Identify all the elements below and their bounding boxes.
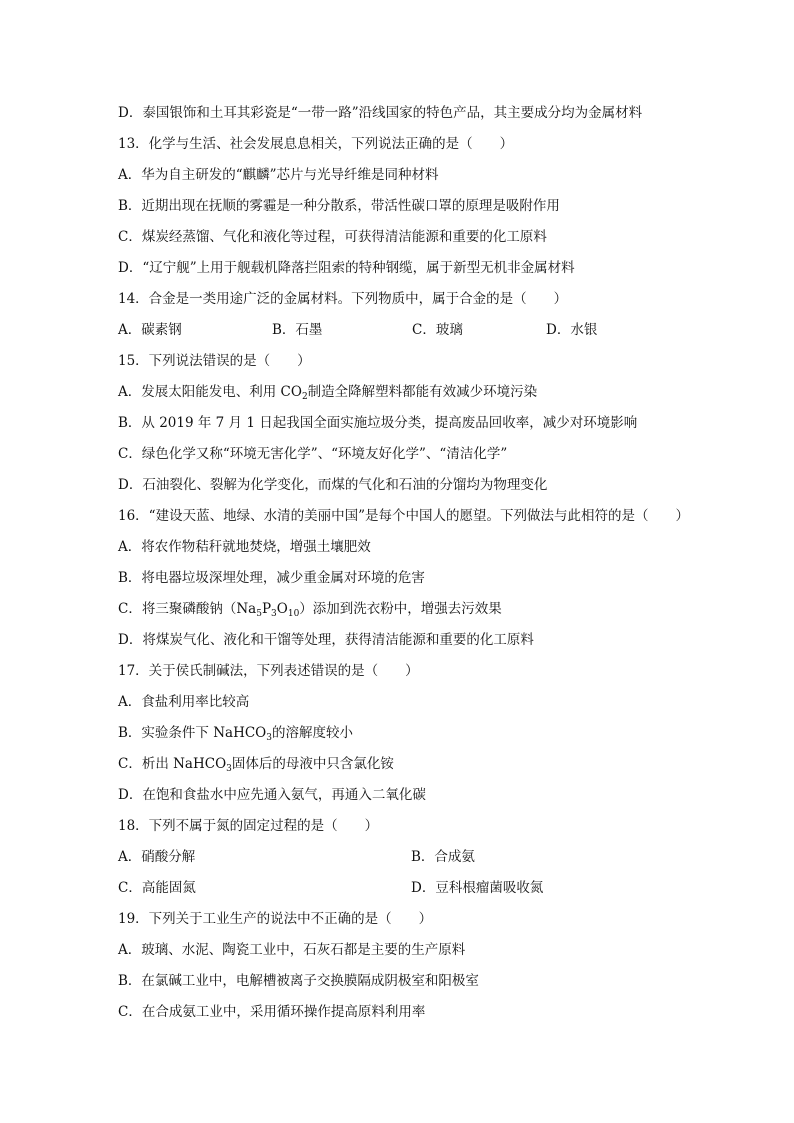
q16-option-c-text: C．将三聚磷酸钠（Na	[118, 601, 257, 617]
formula-part: P	[261, 601, 272, 617]
q16-option-d: D．将煤炭气化、液化和干馏等处理，获得清洁能源和重要的化工原料	[118, 632, 534, 648]
q13-option-b: B．近期出现在抚顺的雾霾是一种分散系，带活性碳口罩的原理是吸附作用	[118, 198, 560, 214]
q17-option-b-text: B．实验条件下 NaHCO	[118, 725, 267, 741]
subscript: 2	[301, 392, 308, 402]
q16-stem: 16．“建设天蓝、地绿、水清的美丽中国”是每个中国人的愿望。下列做法与此相符的是（ ）	[118, 508, 689, 524]
q15-option-d: D．石油裂化、裂解为化学变化，而煤的气化和石油的分馏均为物理变化	[118, 477, 548, 493]
subscript: 3	[271, 609, 277, 619]
q15-option-a-text: A．发展太阳能发电、利用 CO	[118, 384, 302, 400]
q19-option-a: A．玻璃、水泥、陶瓷工业中，石灰石都是主要的生产原料	[118, 942, 466, 958]
q17-stem: 17．关于侯氏制碱法，下列表述错误的是（ ）	[118, 663, 419, 679]
subscript: 3	[266, 733, 272, 743]
q18-option-c: C．高能固氮	[118, 880, 196, 896]
q17-option-b-text-end: 的溶解度较小	[271, 725, 353, 741]
q17-option-c-text-end: 固体后的母液中只含氯化铵	[231, 756, 394, 772]
formula-part: O	[276, 601, 288, 617]
q13-option-c: C．煤炭经蒸馏、气化和液化等过程，可获得清洁能源和重要的化工原料	[118, 229, 547, 245]
q18-option-a: A．硝酸分解	[118, 849, 196, 865]
q14-option-a: A．碳素钢	[118, 322, 182, 338]
q16-option-b: B．将电器垃圾深埋处理，减少重金属对环境的危害	[118, 570, 425, 586]
q16-option-c	[118, 600, 502, 618]
subscript: 3	[226, 764, 232, 774]
q15-option-a-text-end: 制造全降解塑料都能有效减少环境污染	[307, 384, 538, 400]
q15-option-c: C．绿色化学又称“环境无害化学”、“环境友好化学”、“清洁化学”	[118, 446, 508, 462]
q17-option-c-text: C．析出 NaHCO	[118, 756, 227, 772]
q19-option-c: C．在合成氨工业中，采用循环操作提高原料利用率	[118, 1004, 426, 1020]
q18-stem: 18．下列不属于氮的固定过程的是（ ）	[118, 818, 379, 834]
q12-option-d: D．泰国银饰和土耳其彩瓷是“一带一路”沿线国家的特色产品，其主要成分均为金属材料	[118, 105, 643, 121]
q13-option-a: A．华为自主研发的“麒麟”芯片与光导纤维是同种材料	[118, 167, 439, 183]
q14-option-c: C．玻璃	[412, 322, 463, 338]
q19-stem: 19．下列关于工业生产的说法中不正确的是（ ）	[118, 911, 433, 927]
q17-option-d: D．在饱和食盐水中应先通入氨气，再通入二氧化碳	[118, 787, 426, 803]
subscript: 10	[287, 609, 300, 619]
q18-option-d: D．豆科根瘤菌吸收氮	[411, 880, 544, 896]
q16-option-c-text-end: ）添加到洗衣粉中，增强去污效果	[299, 601, 502, 617]
q15-option-b: B．从 2019 年 7 月 1 日起我国全面实施垃圾分类，提高废品回收率，减少对环境影响	[118, 415, 638, 431]
q19-option-b: B．在氯碱工业中，电解槽被离子交换膜隔成阴极室和阳极室	[118, 973, 479, 989]
q17-option-b	[118, 724, 353, 742]
q18-option-b: B．合成氨	[411, 849, 475, 865]
q15-option-a	[118, 383, 537, 401]
q14-option-d: D．水银	[546, 322, 598, 338]
q15-stem: 15．下列说法错误的是（ ）	[118, 353, 311, 369]
q13-stem: 13．化学与生活、社会发展息息相关，下列说法正确的是（ ）	[118, 136, 514, 152]
q17-option-a: A．食盐利用率比较高	[118, 694, 250, 710]
q16-option-a: A．将农作物秸秆就地焚烧，增强土壤肥效	[118, 539, 371, 555]
q17-option-c	[118, 755, 394, 773]
q14-stem: 14．合金是一类用途广泛的金属材料。下列物质中，属于合金的是（ ）	[118, 291, 568, 307]
subscript: 5	[256, 609, 262, 619]
q14-option-b: B．石墨	[272, 322, 323, 338]
q13-option-d: D．“辽宁舰”上用于舰载机降落拦阻索的特种钢缆，属于新型无机非金属材料	[118, 260, 575, 276]
